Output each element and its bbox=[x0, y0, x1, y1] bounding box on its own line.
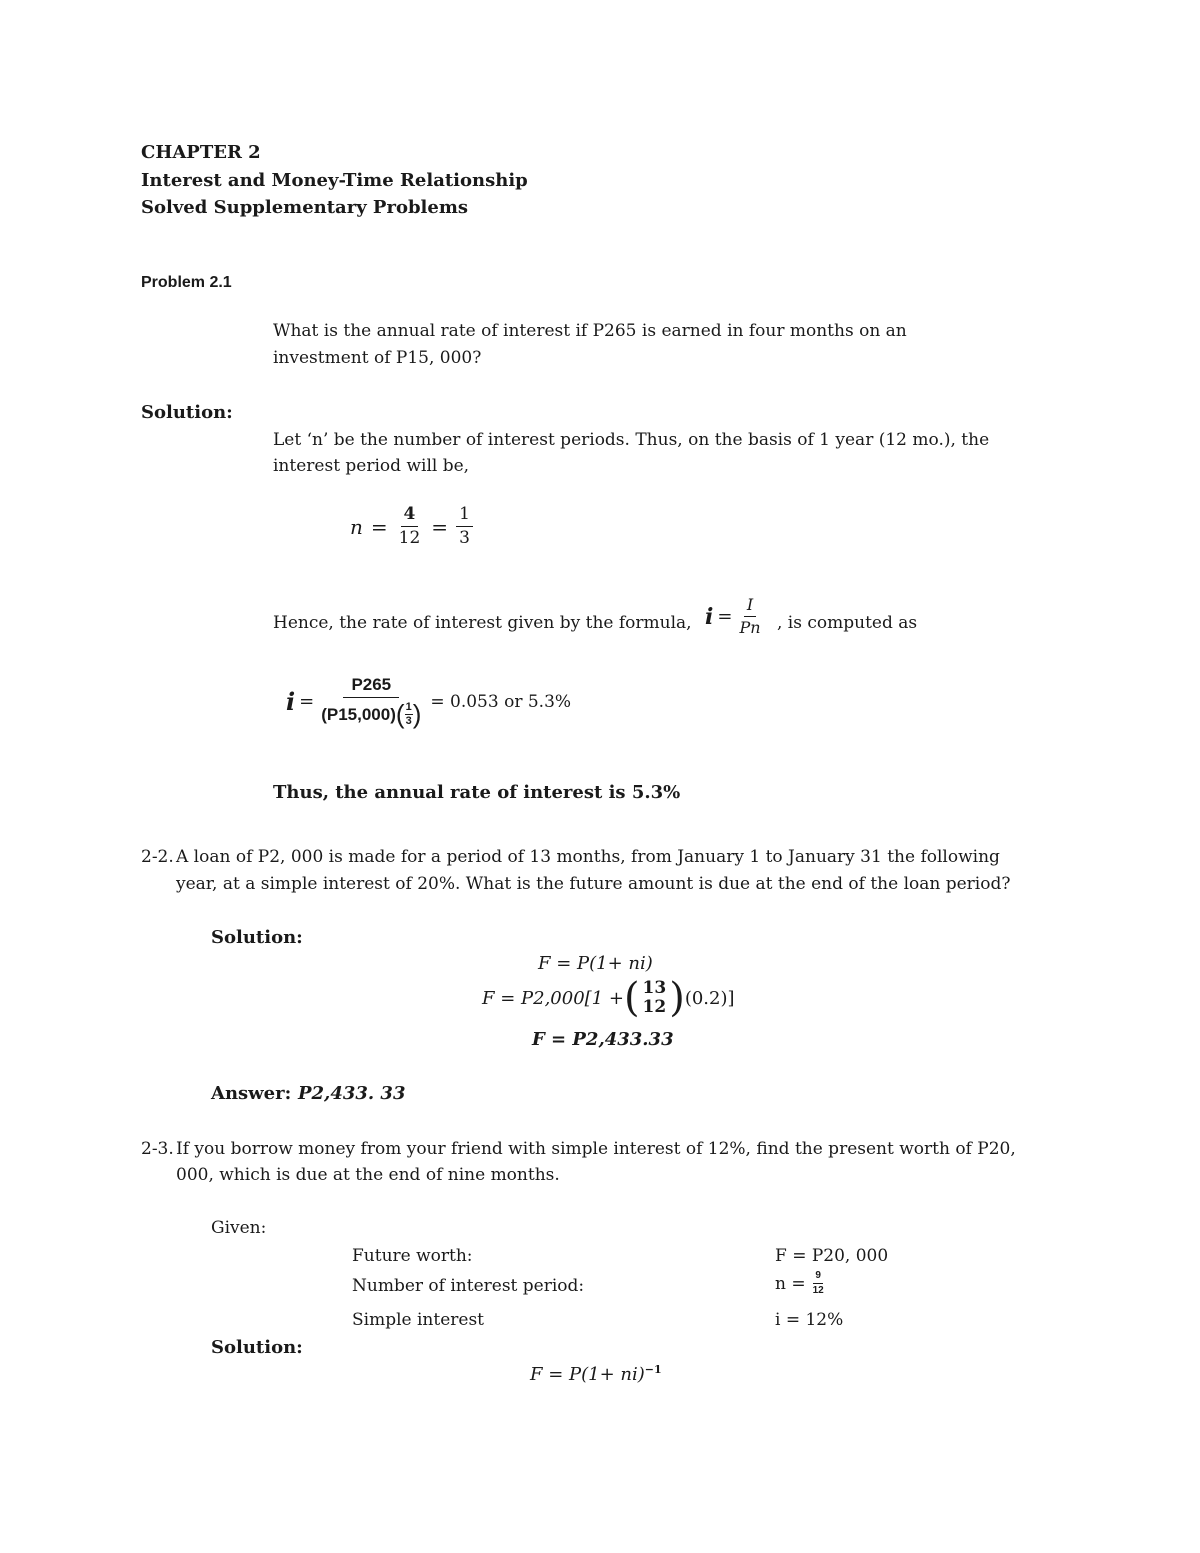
problem-2-3-number: 2-3. bbox=[141, 1139, 174, 1159]
equation-i-lhs: i bbox=[286, 687, 296, 716]
chapter-subtitle-2: Solved Supplementary Problems bbox=[141, 197, 469, 218]
fraction-numerator: 1 bbox=[456, 506, 473, 527]
formula-equals: = bbox=[717, 606, 733, 627]
fraction-numerator: 1 bbox=[405, 700, 412, 713]
denominator-principal: (P15,000) bbox=[321, 704, 396, 724]
given-interest-period-value bbox=[775, 1271, 826, 1296]
denominator-fraction bbox=[405, 702, 413, 727]
fraction-numerator: 4 bbox=[401, 506, 419, 527]
equation-prefix: F = P2,000[1 + bbox=[482, 987, 624, 1009]
solution-label-2-3: Solution: bbox=[211, 1337, 303, 1358]
equation-i-denominator: (P15,000) ( $\frac{1}{3}$ ) bbox=[321, 699, 422, 729]
chapter-subtitle: Interest and Money-Time Relationship bbox=[141, 170, 528, 191]
given-future-worth-value: F = P20, 000 bbox=[775, 1246, 889, 1266]
answer-label: Answer: bbox=[211, 1083, 292, 1104]
conclusion-text: Thus, the annual rate of interest is 5.3% bbox=[273, 782, 681, 803]
fraction-4-12 bbox=[396, 506, 424, 547]
equation-future-formula: F = P(1+ ni) bbox=[538, 953, 653, 974]
fraction-denominator: 12 bbox=[398, 528, 421, 548]
equation-n bbox=[350, 506, 473, 547]
equation-present-worth bbox=[530, 1363, 662, 1385]
equation-i-result: = 0.053 or 5.3% bbox=[430, 691, 572, 712]
problem-2-3-text-line-2: 000, which is due at the end of nine months. bbox=[176, 1165, 560, 1185]
problem-2-3-text-line-1: If you borrow money from your friend with simple interest of 12%, find the present worth of P20, bbox=[176, 1139, 1016, 1159]
problem-2-2-number: 2-2. bbox=[141, 847, 174, 867]
given-label: Given: bbox=[211, 1218, 267, 1238]
fraction-denominator: 3 bbox=[405, 714, 412, 727]
problem-question-line-1: What is the annual rate of interest if P265 is earned in four months on an bbox=[273, 321, 907, 341]
formula-interest bbox=[705, 597, 764, 636]
equation-suffix: (0.2)] bbox=[684, 987, 735, 1009]
fraction-numerator: 9 bbox=[813, 1271, 823, 1284]
problem-2-2-text-line-2: year, at a simple interest of 20%. What is the future amount is due at the end of the loan period? bbox=[176, 874, 1011, 894]
given-simple-interest-value: i = 12% bbox=[775, 1310, 844, 1330]
answer-value: P2,433. 33 bbox=[298, 1083, 406, 1104]
fraction-13-12 bbox=[640, 980, 670, 1016]
chapter-title: CHAPTER 2 bbox=[141, 142, 261, 163]
given-future-worth-label: Future worth: bbox=[352, 1246, 473, 1266]
fraction-denominator: 12 bbox=[642, 997, 667, 1017]
equation-i-equals: = bbox=[299, 691, 315, 712]
equation-n-equals-2: = bbox=[431, 514, 449, 539]
computed-text: , is computed as bbox=[777, 613, 918, 633]
problem-label: Problem 2.1 bbox=[141, 274, 232, 291]
fraction-numerator: 13 bbox=[642, 978, 667, 998]
solution-text-line-2: interest period will be, bbox=[273, 456, 470, 476]
formula-denominator: Pn bbox=[739, 618, 761, 637]
formula-lhs: i bbox=[705, 603, 714, 630]
fraction-denominator: 3 bbox=[459, 528, 470, 548]
equation-future-substituted: F = P2,000[1 + ( 13 12 ) (0.2)] bbox=[482, 975, 735, 1021]
equation-n-equals: = bbox=[370, 514, 388, 539]
formula-fraction bbox=[736, 597, 763, 636]
equation-n-lhs: n bbox=[350, 514, 363, 539]
fraction-9-12 bbox=[811, 1271, 826, 1296]
equation-future-result: F = P2,433.33 bbox=[532, 1029, 674, 1050]
given-interest-period-label: Number of interest period: bbox=[352, 1276, 585, 1296]
equation-body: F = P(1+ ni) bbox=[530, 1364, 645, 1385]
given-simple-interest-label: Simple interest bbox=[352, 1310, 485, 1330]
formula-numerator: I bbox=[744, 597, 756, 617]
equation-i bbox=[286, 676, 571, 727]
equation-i-fraction bbox=[318, 676, 424, 727]
equation-exponent: −1 bbox=[644, 1363, 662, 1376]
hence-text: Hence, the rate of interest given by the formula, bbox=[273, 613, 692, 633]
value-prefix: n = bbox=[775, 1273, 806, 1294]
solution-label-2-2: Solution: bbox=[211, 927, 303, 948]
problem-2-2-text-line-1: A loan of P2, 000 is made for a period of 13 months, from January 1 to January 31 the following bbox=[176, 847, 1000, 867]
fraction-denominator: 12 bbox=[812, 1285, 824, 1296]
solution-text-line-1: Let ‘n’ be the number of interest periods. Thus, on the basis of 1 year (12 mo.), the bbox=[273, 430, 990, 450]
solution-label: Solution: bbox=[141, 402, 233, 423]
fraction-1-3 bbox=[456, 506, 473, 547]
equation-i-numerator: P265 bbox=[343, 676, 399, 698]
problem-question-line-2: investment of P15, 000? bbox=[273, 348, 482, 368]
